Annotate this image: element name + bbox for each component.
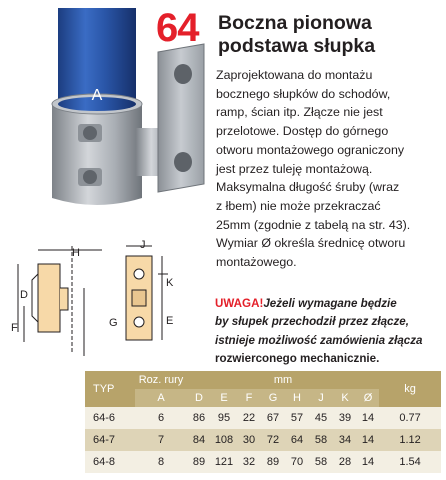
cell: 86 <box>187 407 211 429</box>
warning-line: by słupek przechodził przez złącze, <box>215 315 409 329</box>
warning-label: UWAGA! <box>215 297 264 310</box>
dim-label-f: F <box>11 322 18 334</box>
description-line: przelotowe. Dostęp do górnego <box>216 124 389 139</box>
cell: 70 <box>285 451 309 473</box>
cell: 14 <box>357 407 379 429</box>
cell: 45 <box>309 407 333 429</box>
cell: 72 <box>261 429 285 451</box>
cell-a: 6 <box>135 407 187 429</box>
col-header: G <box>261 389 285 407</box>
cell-kg: 1.54 <box>379 451 441 473</box>
header-typ: TYP <box>85 371 135 407</box>
description-line: jest przez tuleję montażową. <box>216 161 373 176</box>
header-kg: kg <box>379 371 441 407</box>
title-line: Boczna pionowa <box>218 12 372 34</box>
cell: 121 <box>211 451 237 473</box>
pipe-label: A <box>91 87 103 104</box>
technical-drawing <box>2 236 202 364</box>
dim-label-k: K <box>166 277 174 289</box>
product-title <box>218 12 440 59</box>
warning-first-line <box>215 295 443 313</box>
cell: 28 <box>333 451 357 473</box>
cell: 95 <box>211 407 237 429</box>
description-line: Wymiar Ø określa średnicę otworu <box>216 236 406 251</box>
header-a: A <box>135 389 187 407</box>
col-header: E <box>211 389 237 407</box>
col-header: F <box>237 389 261 407</box>
dim-label-e: E <box>166 315 174 327</box>
cell: 14 <box>357 429 379 451</box>
dim-label-g: G <box>109 317 118 329</box>
description-line: z łbem) nie może przekraczać <box>216 198 381 213</box>
cell: 84 <box>187 429 211 451</box>
table-row <box>85 451 441 473</box>
cell-kg: 0.77 <box>379 407 441 429</box>
col-header: K <box>333 389 357 407</box>
cell: 58 <box>309 429 333 451</box>
title-line: podstawa słupka <box>218 35 376 58</box>
description-line: Maksymalna długość śruby (wraz <box>216 180 400 195</box>
description-line: bocznego słupków do schodów, <box>216 86 391 101</box>
description-line: otworu montażowego ograniczony <box>216 142 405 157</box>
cell: 89 <box>187 451 211 473</box>
cell: 39 <box>333 407 357 429</box>
cell-a: 8 <box>135 451 187 473</box>
description-line: montażowego. <box>216 255 297 270</box>
description-line: ramp, ścian itp. Złącze nie jest <box>216 105 383 120</box>
table-row <box>85 429 441 451</box>
col-header: H <box>285 389 309 407</box>
warning-note <box>215 295 443 368</box>
table-header-row <box>85 371 441 389</box>
cell: 34 <box>333 429 357 451</box>
warning-line: rozwierconego mechanicznie. <box>215 351 380 365</box>
table-row <box>85 407 441 429</box>
cell-typ: 64-6 <box>85 407 135 429</box>
cell: 64 <box>285 429 309 451</box>
cell: 32 <box>237 451 261 473</box>
dim-label-h: H <box>72 247 80 259</box>
cell: 14 <box>357 451 379 473</box>
fitting-body <box>52 104 142 205</box>
cell-typ: 64-7 <box>85 429 135 451</box>
spec-table <box>85 371 441 475</box>
cell: 57 <box>285 407 309 429</box>
cell: 67 <box>261 407 285 429</box>
col-header: Ø <box>357 389 379 407</box>
col-header: J <box>309 389 333 407</box>
product-number: 64 <box>156 6 199 50</box>
description-line: 25mm (zgodnie z tabelą na str. 43). <box>216 217 411 232</box>
col-header: D <box>187 389 211 407</box>
dim-label-j: J <box>140 239 146 251</box>
cell: 108 <box>211 429 237 451</box>
cell: 30 <box>237 429 261 451</box>
header-roz-rury: Roz. rury <box>135 371 187 389</box>
cell: 22 <box>237 407 261 429</box>
cell: 89 <box>261 451 285 473</box>
dim-label-d: D <box>20 289 28 301</box>
warning-text: Jeżeli wymagane będzie <box>263 297 397 310</box>
description-line: Zaprojektowana do montażu <box>216 68 373 82</box>
product-description <box>216 66 442 272</box>
warning-line: istnieje możliwość zamówienia złącza <box>215 333 423 347</box>
cell-typ: 64-8 <box>85 451 135 473</box>
cell: 58 <box>309 451 333 473</box>
cell-a: 7 <box>135 429 187 451</box>
cell-kg: 1.12 <box>379 429 441 451</box>
header-mm: mm <box>187 371 379 389</box>
